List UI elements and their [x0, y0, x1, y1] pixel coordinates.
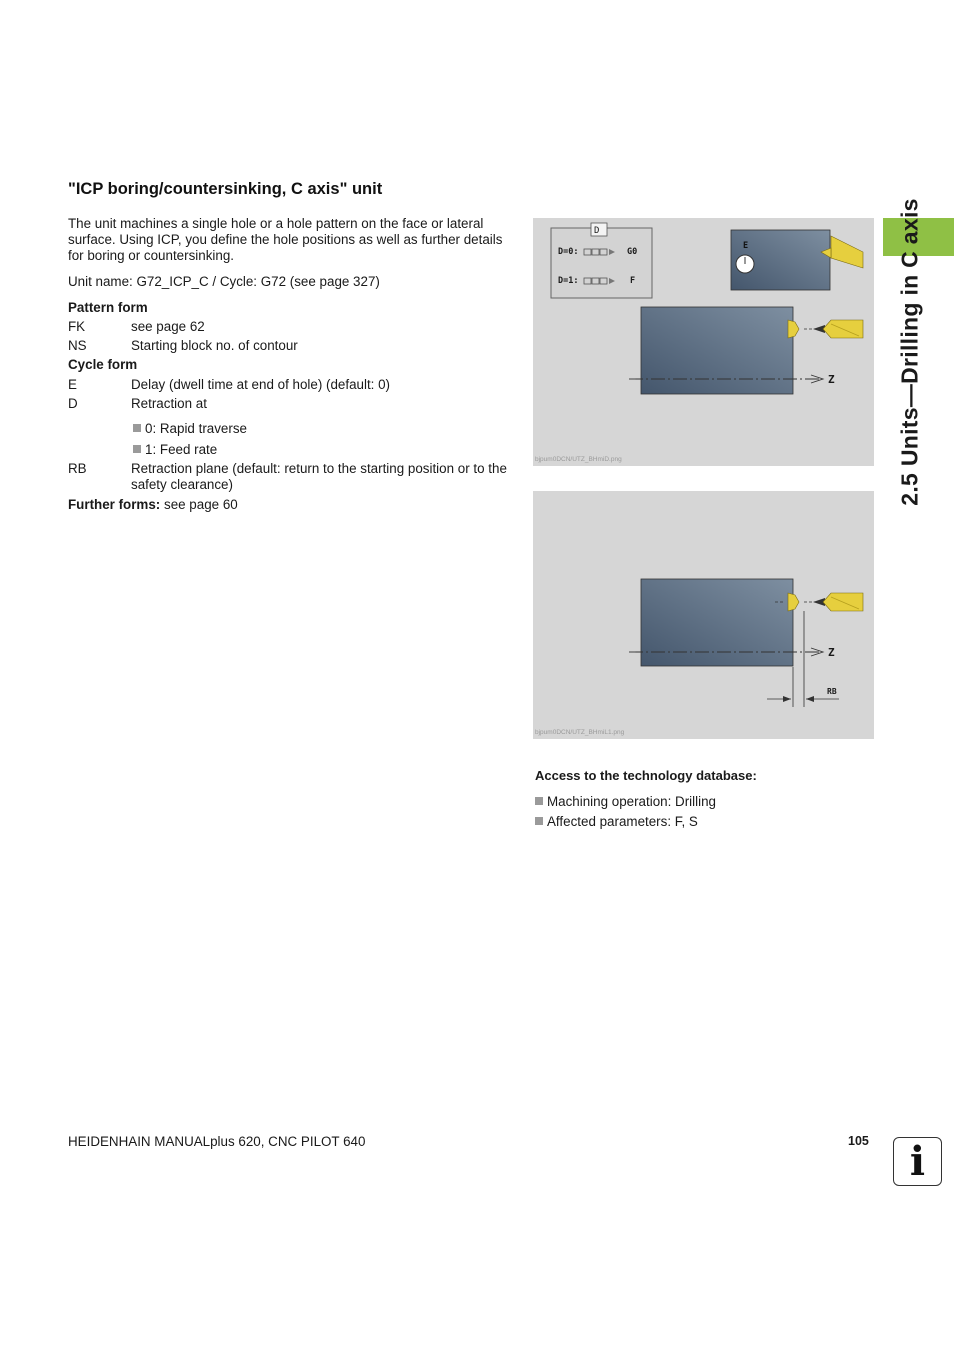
param-key: D — [68, 396, 78, 411]
d1-label: D=1: — [558, 276, 579, 286]
bullet-square-icon — [535, 817, 543, 825]
intro-paragraph: The unit machines a single hole or a hole pattern on the face or lateral surface. Using ICP, you define the hole positions as well as further details for boring or countersinking. — [68, 216, 503, 263]
param-value: see page 62 — [131, 319, 205, 334]
further-forms-label: Further forms: — [68, 497, 161, 512]
rb-label: RB — [827, 687, 837, 696]
option-text: 0: Rapid traverse — [145, 421, 247, 436]
unit-name: Unit name: G72_ICP_C / Cycle: G72 (see page 327) — [68, 274, 380, 289]
figure-boring-dialog — [533, 218, 874, 466]
figure-drawing — [533, 491, 874, 739]
d-box-label: D — [594, 226, 600, 236]
bullet-square-icon — [133, 445, 141, 453]
info-icon — [893, 1137, 942, 1186]
list-item — [535, 814, 698, 830]
list-item — [133, 421, 247, 437]
bullet-square-icon — [133, 424, 141, 432]
pattern-form-heading: Pattern form — [68, 300, 148, 315]
cycle-form-heading: Cycle form — [68, 357, 138, 372]
list-item — [535, 794, 716, 810]
d0-code: G0 — [627, 247, 638, 257]
param-key: FK — [68, 319, 86, 334]
d0-label: D=0: — [558, 247, 579, 257]
param-key: NS — [68, 338, 87, 353]
param-value: Starting block no. of contour — [131, 338, 298, 353]
further-forms — [68, 497, 513, 513]
page-number: 105 — [848, 1134, 869, 1148]
param-value: Retraction plane (default: return to the starting position or to the safety clearance) — [131, 461, 507, 492]
figure-caption: bjpum0DCN/UTZ_BHmiD.png — [535, 456, 622, 463]
param-key: RB — [68, 461, 87, 476]
z-axis-label: Z — [828, 373, 835, 386]
bullet-square-icon — [535, 797, 543, 805]
info-glyph: i — [909, 1138, 926, 1185]
further-forms-value: see page 60 — [164, 497, 238, 512]
figure-caption: bjpum0DCN/UTZ_BHmiL1.png — [535, 729, 625, 736]
param-key: E — [68, 377, 77, 392]
option-text: 1: Feed rate — [145, 442, 218, 457]
d1-code: F — [630, 276, 636, 286]
section-title: "ICP boring/countersinking, C axis" unit — [68, 180, 383, 198]
param-value: Delay (dwell time at end of hole) (default: 0) — [131, 377, 391, 392]
chapter-sidebar-title: 2.5 Units—Drilling in C axis — [896, 198, 923, 506]
z-axis-label: Z — [828, 646, 835, 659]
list-item-text: Affected parameters: F, S — [547, 814, 698, 829]
param-value: Retraction at — [131, 396, 207, 411]
figure-retraction-plane — [533, 491, 874, 739]
figure-drawing — [533, 218, 874, 466]
list-item-text: Machining operation: Drilling — [547, 794, 716, 809]
list-item — [133, 442, 217, 458]
e-label: E — [743, 241, 749, 251]
tech-db-heading: Access to the technology database: — [535, 768, 757, 783]
footer-manual-name: HEIDENHAIN MANUALplus 620, CNC PILOT 640 — [68, 1134, 366, 1149]
